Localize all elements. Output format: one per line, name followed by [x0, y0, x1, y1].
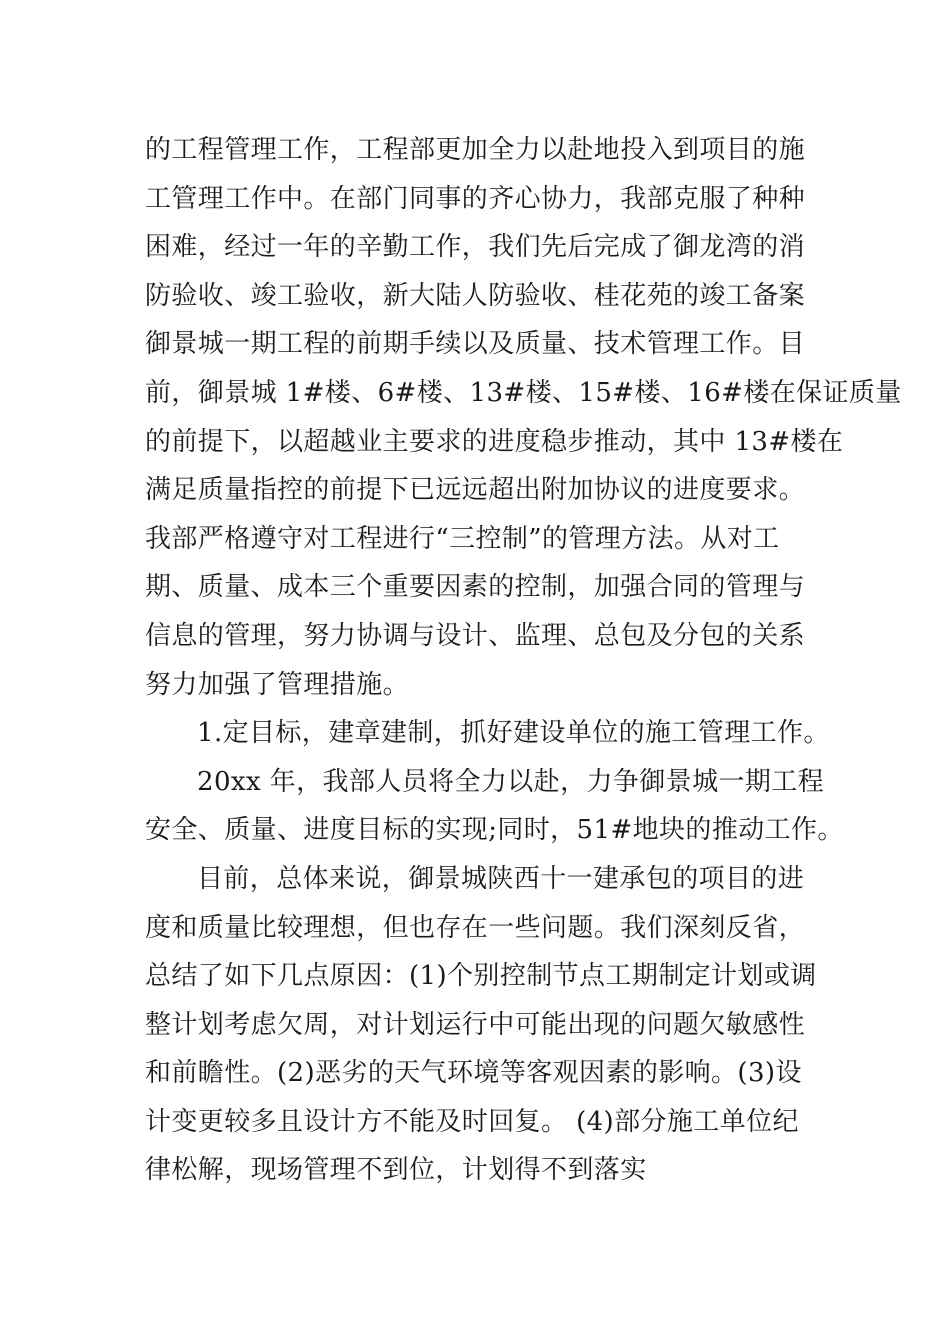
text-line: 计变更较多且设计方不能及时回复。 (4)部分施工单位纪 — [145, 1106, 799, 1137]
text-line: 的前提下，以超越业主要求的进度稳步推动，其中 13#楼在 — [145, 426, 844, 457]
text-line: 和前瞻性。(2)恶劣的天气环境等客观因素的影响。(3)设 — [145, 1058, 802, 1089]
text-line: 安全、质量、进度目标的实现;同时，51#地块的推动工作。 — [145, 815, 844, 846]
text-line: 前，御景城 1#楼、6#楼、13#楼、15#楼、16#楼在保证质量 — [145, 377, 902, 408]
text-line: 困难，经过一年的辛勤工作，我们先后完成了御龙湾的消 — [145, 232, 806, 263]
paragraph-start: 20xx 年，我部人员将全力以赴，力争御景城一期工程 — [197, 766, 825, 797]
text-line: 信息的管理，努力协调与设计、监理、总包及分包的关系 — [145, 620, 806, 651]
document-body — [145, 126, 902, 1195]
text-line: 的工程管理工作，工程部更加全力以赴地投入到项目的施 — [145, 135, 806, 165]
text-line: 御景城一期工程的前期手续以及质量、技术管理工作。目 — [145, 329, 806, 360]
text-line: 工管理工作中。在部门同事的齐心协力，我部克服了种种 — [145, 183, 806, 214]
text-line: 期、质量、成本三个重要因素的控制，加强合同的管理与 — [145, 572, 806, 603]
text-line: 度和质量比较理想，但也存在一些问题。我们深刻反省， — [145, 912, 806, 943]
text-line: 满足质量指控的前提下已远远超出附加协议的进度要求。 — [145, 475, 806, 506]
paragraph-start: 目前，总体来说，御景城陕西十一建承包的项目的进 — [197, 863, 805, 894]
text-line: 律松解，现场管理不到位，计划得不到落实 — [145, 1155, 647, 1186]
text-line: 我部严格遵守对工程进行“三控制”的管理方法。从对工 — [145, 523, 780, 554]
text-line: 整计划考虑欠周，对计划运行中可能出现的问题欠敏感性 — [145, 1009, 806, 1040]
text-line: 努力加强了管理措施。 — [145, 669, 410, 700]
text-line: 防验收、竣工验收，新大陆人防验收、桂花苑的竣工备案 — [145, 280, 806, 311]
section-heading: 1.定目标，建章建制，抓好建设单位的施工管理工作。 — [197, 718, 830, 749]
text-line: 总结了如下几点原因：(1)个别控制节点工期制定计划或调 — [145, 961, 817, 992]
